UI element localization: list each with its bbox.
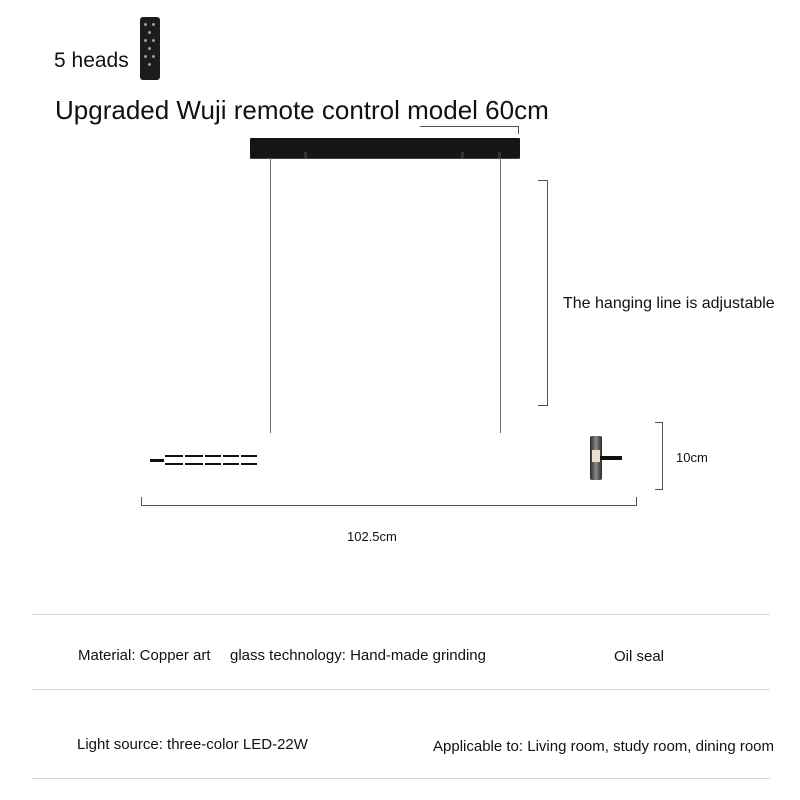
width-dimension-tick-right — [636, 497, 637, 506]
canopy-dimension-line — [420, 126, 518, 127]
table-divider-top — [32, 614, 770, 615]
remote-control-icon — [140, 17, 160, 80]
light-bar-front-view — [150, 452, 260, 466]
hanging-dimension-line — [547, 180, 548, 406]
height-dimension-line — [662, 422, 663, 490]
ceiling-canopy — [250, 138, 520, 158]
spec-material: Material: Copper art — [78, 647, 211, 664]
hanging-dimension-tick-bottom — [538, 405, 547, 406]
hanging-dimension-tick-top — [538, 180, 547, 181]
width-dimension-line — [141, 505, 636, 506]
light-side-view — [590, 436, 622, 480]
hanging-wire-right — [500, 158, 501, 433]
hanging-wire-left — [270, 158, 271, 433]
table-divider-middle — [32, 689, 770, 690]
spec-light-source: Light source: three-color LED-22W — [77, 736, 308, 753]
spec-applicable: Applicable to: Living room, study room, dining room — [433, 738, 775, 755]
table-divider-bottom — [32, 778, 770, 779]
hanging-line-note: The hanging line is adjustable — [563, 295, 775, 312]
height-label: 10cm — [676, 450, 708, 465]
product-title: Upgraded Wuji remote control model 60cm — [55, 95, 549, 125]
spec-glass-technology: glass technology: Hand-made grinding — [230, 647, 486, 664]
canopy-dimension-tick — [518, 126, 519, 134]
height-dimension-tick-bottom — [655, 489, 663, 490]
heads-label: 5 heads — [54, 49, 129, 72]
spec-finish: Oil seal — [614, 648, 665, 665]
width-label: 102.5cm — [347, 529, 397, 544]
